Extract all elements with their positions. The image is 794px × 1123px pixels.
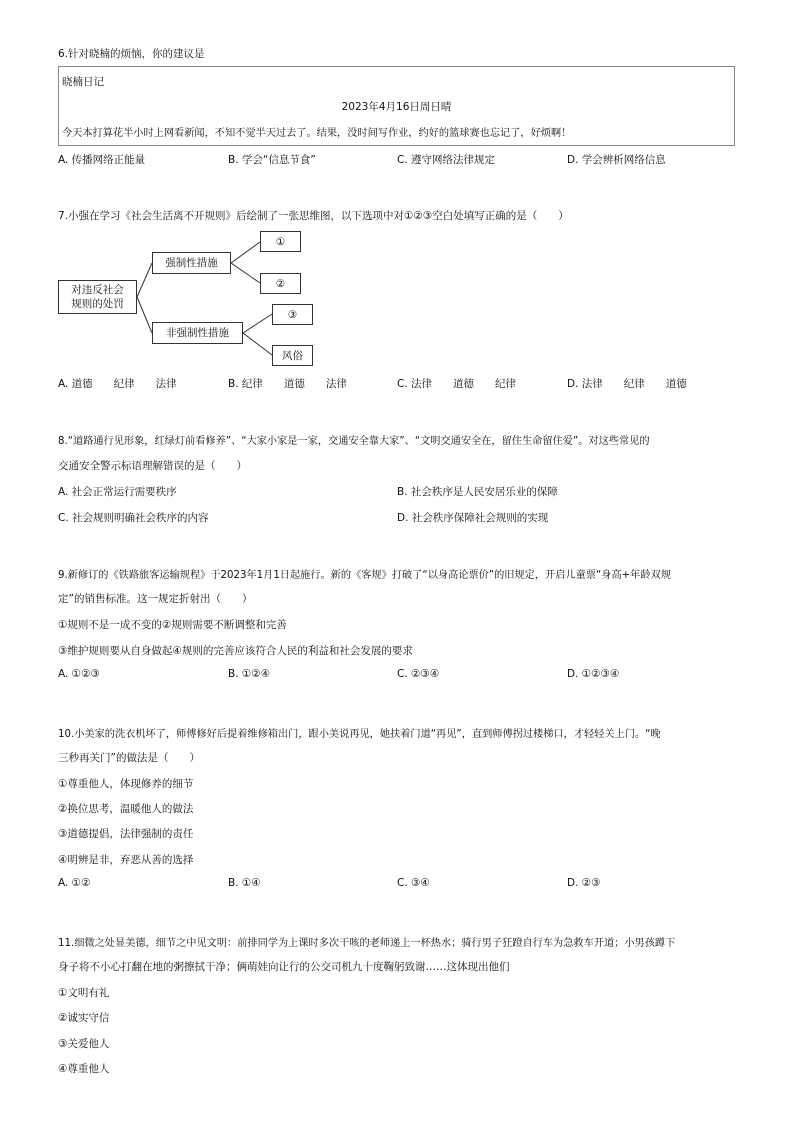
mind-map-branch-forced: 强制性措施 — [152, 252, 231, 274]
mind-map-root — [58, 280, 137, 314]
q9-option-a[interactable]: A. ①②③ — [58, 668, 100, 680]
q7-option-a[interactable]: A. 道德 纪律 法律 — [58, 378, 177, 390]
mind-map-blank-3: ③ — [272, 304, 313, 325]
mind-map-branch-nonforced: 非强制性措施 — [152, 322, 243, 344]
q11-item-4: ④尊重他人 — [58, 1063, 110, 1075]
q8-stem-line2: 交通安全警示标语理解错误的是（ ） — [58, 460, 247, 472]
q6-option-b[interactable]: B. 学会“信息节食” — [228, 154, 316, 166]
q11-stem-line2: 身子将不小心打翻在地的粥擦拭干净；俩萌娃向让行的公交司机九十度鞠躬致谢……这体现出他们 — [58, 961, 510, 973]
q10-stem-line2: 三秒再关门”的做法是（ ） — [58, 752, 200, 764]
mind-map-blank-2: ② — [260, 273, 301, 294]
q9-option-b[interactable]: B. ①②④ — [228, 668, 271, 680]
q11-item-2: ②诚实守信 — [58, 1012, 110, 1024]
root-line-2: 规则的处罚 — [71, 298, 124, 310]
q6-option-a[interactable]: A. 传播网络正能量 — [58, 154, 146, 166]
q9-option-d[interactable]: D. ①②③④ — [567, 668, 620, 680]
q7-option-b[interactable]: B. 纪律 道德 法律 — [228, 378, 347, 390]
q10-item-2: ②换位思考，温暖他人的做法 — [58, 803, 194, 815]
mind-map-leaf-custom: 风俗 — [272, 345, 313, 366]
q9-option-c[interactable]: C. ②③④ — [397, 668, 440, 680]
q11-stem-line1: 11.细微之处显美德，细节之中见文明：前排同学为上课时多次干咳的老师递上一杯热水；骑行男子狂蹬自行车为急救车开道；小男孩蹲下 — [58, 938, 676, 949]
q8-stem-line1: 8.“道路通行见形象，红绿灯前看修养”、“大家小家是一家，交通安全靠大家”、“文明交通安全在，留住生命留住爱”。对这些常见的 — [58, 436, 650, 447]
q9-item-2: ③维护规则要从自身做起④规则的完善应该符合人民的利益和社会发展的要求 — [58, 645, 413, 657]
q10-option-c[interactable]: C. ③④ — [397, 877, 430, 889]
q8-option-c[interactable]: C. 社会规则明确社会秩序的内容 — [58, 512, 209, 524]
mind-map-blank-1: ① — [260, 231, 301, 252]
diary-date: 2023年4月16日周日晴 — [341, 101, 452, 113]
q9-item-1: ①规则不是一成不变的②规则需要不断调整和完善 — [58, 619, 287, 631]
q7-stem: 7.小强在学习《社会生活离不开规则》后绘制了一张思维图，以下选项中对①②③空白处填写正确的是（ ） — [58, 210, 569, 222]
q10-option-d[interactable]: D. ②③ — [567, 877, 601, 889]
q9-stem-line2: 定”的销售标准。这一规定折射出（ ） — [58, 593, 253, 605]
q11-item-3: ③关爱他人 — [58, 1038, 110, 1050]
q10-item-4: ④明辨是非，弃恶从善的选择 — [58, 854, 194, 866]
q10-item-1: ①尊重他人，体现修养的细节 — [58, 778, 194, 790]
q6-option-c[interactable]: C. 遵守网络法律规定 — [397, 154, 496, 166]
q8-option-d[interactable]: D. 社会秩序保障社会规则的实现 — [397, 512, 549, 524]
q10-stem-line1: 10.小美家的洗衣机坏了，师傅修好后提着维修箱出门，跟小美说再见，她扶着门道“再见”，直到师傅拐过楼梯口，才轻轻关上门。“晚 — [58, 729, 661, 740]
diary-title: 晓楠日记 — [62, 76, 104, 88]
q7-option-c[interactable]: C. 法律 道德 纪律 — [397, 378, 517, 390]
q11-item-1: ①文明有礼 — [58, 987, 110, 999]
diary-body: 今天本打算花半小时上网看新闻，不知不觉半天过去了。结果，没时间写作业，约好的篮球赛也忘记了，好烦啊！ — [62, 128, 572, 139]
q10-item-3: ③道德提倡，法律强制的责任 — [58, 828, 194, 840]
root-line-1: 对违反社会 — [71, 284, 124, 296]
q9-stem-line1: 9.新修订的《铁路旅客运输规程》于2023年1月1日起施行。新的《客规》打破了“以身高论票价”的旧规定，开启儿童票“身高+年龄双规 — [58, 570, 671, 581]
q6-stem: 6.针对晓楠的烦恼，你的建议是 — [58, 48, 205, 60]
q8-option-a[interactable]: A. 社会正常运行需要秩序 — [58, 486, 177, 498]
q10-option-b[interactable]: B. ①④ — [228, 877, 261, 889]
q10-option-a[interactable]: A. ①② — [58, 877, 91, 889]
q8-option-b[interactable]: B. 社会秩序是人民安居乐业的保障 — [397, 486, 558, 498]
q6-option-d[interactable]: D. 学会辨析网络信息 — [567, 154, 666, 166]
q7-option-d[interactable]: D. 法律 纪律 道德 — [567, 378, 687, 390]
